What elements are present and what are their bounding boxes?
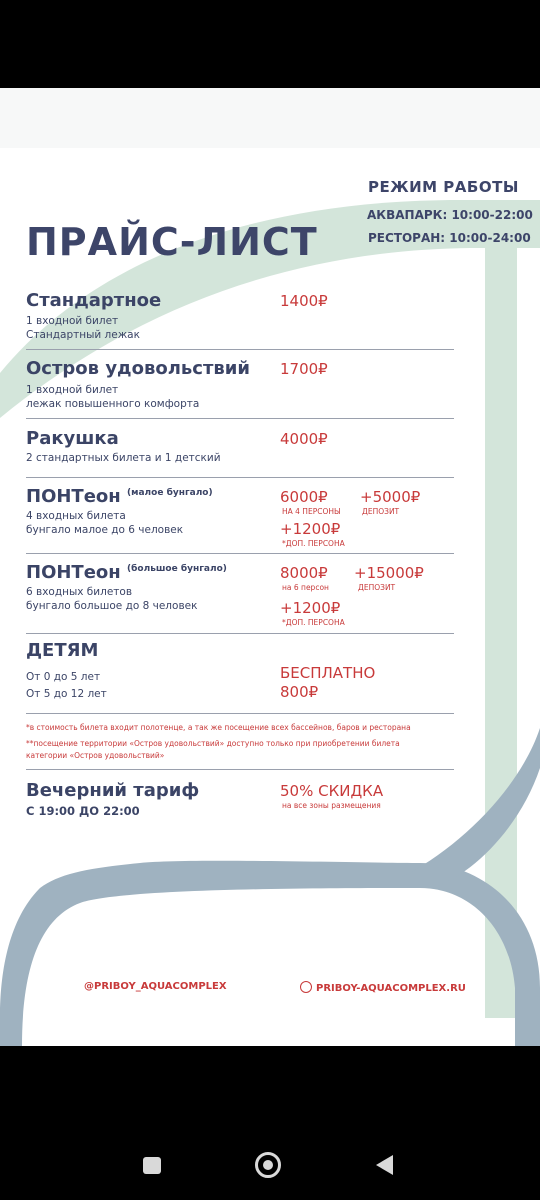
- kids-title: ДЕТЯМ: [26, 640, 99, 661]
- item-ponteon-large-desc2: бунгало большое до 8 человек: [26, 600, 198, 612]
- item-ponteon-small-price-note: НА 4 ПЕРСОНЫ: [282, 507, 341, 516]
- item-ponteon-small-sup: (малое бунгало): [127, 488, 213, 498]
- item-ponteon-large-extra: +1200₽: [280, 599, 341, 617]
- item-ponteon-large-deposit-note: ДЕПОЗИТ: [358, 583, 396, 592]
- item-ponteon-small-price: 6000₽: [280, 488, 328, 506]
- item-island-desc2: лежак повышенного комфорта: [26, 398, 200, 410]
- divider: [26, 418, 454, 419]
- item-ponteon-large-title: ПОНТеон: [26, 562, 121, 583]
- item-ponteon-large-price: 8000₽: [280, 564, 328, 582]
- recents-icon[interactable]: [143, 1157, 161, 1174]
- item-ponteon-large-deposit: +15000₽: [354, 564, 424, 582]
- evening-title: Вечерний тариф: [26, 780, 200, 801]
- home-icon[interactable]: [255, 1152, 281, 1178]
- item-ponteon-small-desc1: 4 входных билета: [26, 510, 126, 522]
- item-standard-price: 1400₽: [280, 292, 328, 310]
- evening-discount-note: на все зоны размещения: [282, 801, 381, 810]
- home-icon-dot: [263, 1160, 273, 1170]
- note-2b: категории «Остров удовольствий»: [26, 751, 165, 760]
- item-island-price: 1700₽: [280, 360, 328, 378]
- price-list-poster: [0, 88, 540, 1046]
- kids-row2-price: 800₽: [280, 683, 319, 701]
- item-standard-name: Стандартное: [26, 290, 162, 311]
- item-island-desc1: 1 входной билет: [26, 384, 119, 396]
- note-1: *в стоимость билета входит полотенце, а так же посещение всех бассейнов, баров и ресторана: [26, 723, 411, 732]
- item-ponteon-small-title: ПОНТеон: [26, 486, 121, 507]
- item-ponteon-large-name: [26, 562, 227, 583]
- hours-restaurant: РЕСТОРАН: 10:00-24:00: [368, 231, 531, 245]
- divider: [26, 553, 454, 554]
- evening-time: С 19:00 ДО 22:00: [26, 804, 140, 818]
- divider: [26, 633, 454, 634]
- website-text: PRIBOY-AQUACOMPLEX.RU: [316, 983, 466, 994]
- note-2a: **посещение территории «Остров удовольствий» доступно только при приобретении билета: [26, 739, 400, 748]
- hours-aquapark: АКВАПАРК: 10:00-22:00: [367, 208, 533, 222]
- divider: [26, 477, 454, 478]
- instagram-handle[interactable]: @PRIBOY_AQUACOMPLEX: [84, 981, 227, 992]
- evening-discount: 50% СКИДКА: [280, 782, 384, 800]
- back-icon[interactable]: [373, 1153, 395, 1177]
- item-shell-price: 4000₽: [280, 430, 328, 448]
- hours-title: РЕЖИМ РАБОТЫ: [368, 178, 519, 196]
- item-ponteon-small-desc2: бунгало малое до 6 человек: [26, 524, 184, 536]
- item-ponteon-small-name: [26, 486, 213, 507]
- kids-row2-label: От 5 до 12 лет: [26, 688, 107, 700]
- item-ponteon-large-extra-note: *ДОП. ПЕРСОНА: [282, 618, 345, 627]
- item-standard-desc1: 1 входной билет: [26, 315, 119, 327]
- kids-row1-label: От 0 до 5 лет: [26, 671, 101, 683]
- item-ponteon-small-deposit-note: ДЕПОЗИТ: [362, 507, 400, 516]
- kids-row1-price: БЕСПЛАТНО: [280, 664, 376, 682]
- divider: [26, 769, 454, 770]
- item-ponteon-large-price-note: на 6 персон: [282, 583, 329, 592]
- item-ponteon-small-deposit: +5000₽: [360, 488, 421, 506]
- divider: [26, 349, 454, 350]
- item-ponteon-large-sup: (большое бунгало): [127, 564, 227, 574]
- page-title: ПРАЙС-ЛИСТ: [26, 220, 318, 264]
- divider: [26, 713, 454, 714]
- item-ponteon-large-desc1: 6 входных билетов: [26, 586, 133, 598]
- item-island-name: Остров удовольствий: [26, 358, 250, 379]
- website-link[interactable]: [300, 981, 466, 994]
- item-ponteon-small-extra-note: *ДОП. ПЕРСОНА: [282, 539, 345, 548]
- item-ponteon-small-extra: +1200₽: [280, 520, 341, 538]
- globe-icon: [300, 981, 312, 993]
- item-standard-desc2: Стандартный лежак: [26, 329, 140, 341]
- item-shell-desc1: 2 стандартных билета и 1 детский: [26, 452, 221, 464]
- item-shell-name: Ракушка: [26, 428, 119, 449]
